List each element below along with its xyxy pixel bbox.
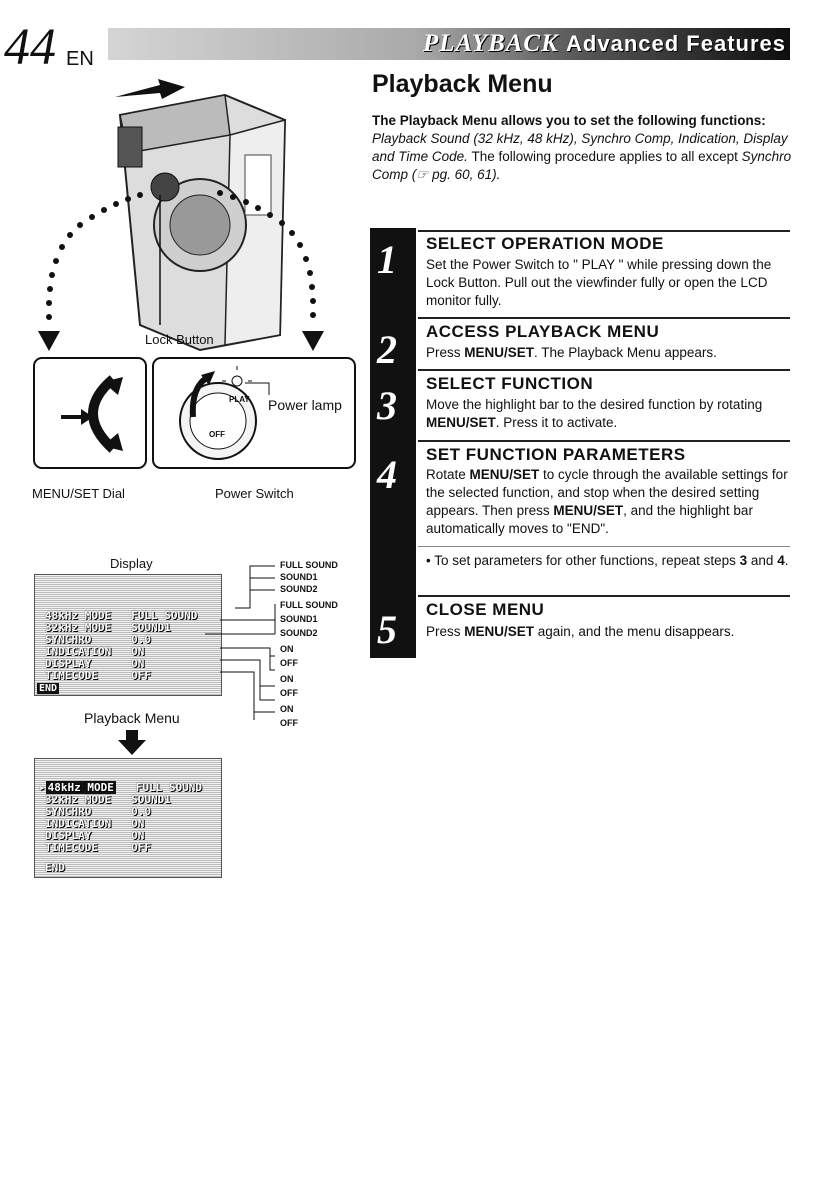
- switch-play-label: PLAY: [229, 395, 250, 404]
- step-4-note-3: 3: [739, 553, 748, 568]
- step-5-title: CLOSE MENU: [426, 600, 545, 619]
- intro-paragraph: [372, 112, 792, 184]
- menu-row-value: OFF: [131, 841, 151, 854]
- option-indication-off: OFF: [280, 658, 298, 668]
- step-5-key: MENU/SET: [464, 624, 535, 639]
- page-language: EN: [66, 48, 94, 70]
- step-4-title: SET FUNCTION PARAMETERS: [426, 445, 686, 464]
- step-4-number: 4: [377, 452, 397, 497]
- menu-row: ▸ 48kHz MODE FULL SOUND: [39, 781, 202, 794]
- dial-caption: MENU/SET Dial: [32, 486, 125, 501]
- option-display-on: ON: [280, 674, 294, 684]
- step-4-text-b: to cycle through the available settings for the selected function, and stop when the desired setting appears. Then press: [426, 467, 788, 518]
- step-4-note: [426, 552, 790, 570]
- intro-rest: The following procedure applies to all except: [471, 149, 738, 164]
- step-5-text-b: again, and the menu disappears.: [534, 624, 735, 639]
- step-2-text-b: . The Playback Menu appears.: [534, 345, 717, 360]
- controls-illustration: [33, 357, 357, 472]
- menu-caption: Playback Menu: [84, 710, 180, 726]
- slide-arrow-icon: [115, 79, 185, 99]
- menu-row-value: 0.0: [131, 805, 151, 818]
- option-48k-2: SOUND1: [280, 572, 318, 582]
- step-4-text-c: , and the highlight bar automatically moves to "END".: [426, 503, 753, 536]
- option-32k-1: FULL SOUND: [280, 600, 338, 610]
- step-5-number: 5: [377, 607, 397, 652]
- step-4-note-dot: .: [784, 553, 789, 568]
- menu-row-name: INDICATION: [45, 645, 112, 658]
- step-3-text-b: . Press it to activate.: [495, 415, 618, 430]
- switch-off-label: OFF: [209, 430, 225, 439]
- menu-row-name: SYNCHRO: [45, 805, 92, 818]
- menu-end-highlight: END: [39, 683, 58, 694]
- lock-button-icon: [151, 173, 179, 201]
- option-indication-on: ON: [280, 644, 294, 654]
- option-32k-3: SOUND2: [280, 628, 318, 638]
- step-1-text: Set the Power Switch to " PLAY " while pressing down the Lock Button. Pull out the viewfinder fully or open the LCD monitor fully.: [426, 257, 772, 308]
- step-1-title: SELECT OPERATION MODE: [426, 234, 664, 253]
- step-3-text: [426, 396, 790, 432]
- step-4-key: MENU/SET: [469, 467, 540, 482]
- menu-row-value: SOUND1: [131, 621, 171, 634]
- power-lamp-label: Power lamp: [268, 397, 342, 413]
- step-2-title: ACCESS PLAYBACK MENU: [426, 322, 660, 341]
- step-2-text-a: Press: [426, 345, 465, 360]
- option-timecode-off: OFF: [280, 718, 298, 728]
- playback-menu-screen-selected: [34, 758, 222, 878]
- step-4-key2: MENU/SET: [553, 503, 624, 518]
- step-4-note-rule: [418, 546, 790, 547]
- menu-row-name: SYNCHRO: [45, 633, 92, 646]
- menu-row-name: 32kHz MODE: [45, 793, 112, 806]
- switch-caption: Power Switch: [215, 486, 294, 501]
- intro-bold: The Playback Menu allows you to set the following functions:: [372, 113, 766, 128]
- menu-row-name: INDICATION: [45, 817, 112, 830]
- header-title-sub: Advanced Features: [566, 31, 786, 56]
- option-display-off: OFF: [280, 688, 298, 698]
- menu-row-name: TIMECODE: [45, 841, 98, 854]
- step-2-rule: [418, 317, 790, 319]
- step-4-text-a: Rotate: [426, 467, 470, 482]
- menu-row-value: ON: [131, 817, 145, 830]
- menu-row-name: 32kHz MODE: [45, 621, 112, 634]
- menu-row: [45, 841, 151, 854]
- menu-row-value: SOUND1: [131, 793, 171, 806]
- step-4-note-and: and: [747, 553, 778, 568]
- step-3-rule: [418, 369, 790, 371]
- menu-end-item: END: [45, 861, 65, 874]
- option-timecode-on: ON: [280, 704, 294, 714]
- menu-row-value: 0.0: [131, 633, 151, 646]
- step-2-text: [426, 344, 790, 362]
- step-1-number: 1: [377, 237, 397, 282]
- page-number: 44: [4, 19, 56, 76]
- step-4-text: [426, 466, 790, 538]
- lock-button-label: Lock Button: [145, 332, 214, 347]
- step-4-rule: [418, 440, 790, 442]
- header-title-main: PLAYBACK: [422, 30, 559, 57]
- menu-row-name: DISPLAY: [45, 829, 92, 842]
- dotted-arrow-left-icon: [38, 192, 143, 351]
- step-3-key: MENU/SET: [426, 415, 496, 430]
- down-arrow-icon: [116, 730, 148, 756]
- camcorder-illustration: [0, 75, 365, 365]
- step-1-rule: [418, 230, 790, 232]
- option-48k-1: FULL SOUND: [280, 560, 338, 570]
- step-2-key: MENU/SET: [464, 345, 535, 360]
- menu-row-value: OFF: [131, 669, 151, 682]
- option-32k-2: SOUND1: [280, 614, 318, 624]
- menu-row-value: ON: [131, 645, 145, 658]
- menu-row-name: 48kHz MODE: [45, 609, 112, 622]
- intro-functions: Playback Sound (32 kHz, 48 kHz), Synchro Comp, Indication, Display and Time Code.: [372, 131, 788, 164]
- step-5-text-a: Press: [426, 624, 465, 639]
- menu-row-value: ON: [131, 829, 145, 842]
- step-5-rule: [418, 595, 790, 597]
- step-2-number: 2: [377, 327, 397, 372]
- step-number-column: [370, 228, 416, 658]
- intro-except: Synchro Comp: [372, 149, 792, 182]
- menu-row-value: FULL SOUND: [131, 609, 198, 622]
- section-title: Playback Menu: [372, 70, 553, 98]
- menu-row-name: TIMECODE: [45, 669, 98, 682]
- menu-row: [45, 669, 151, 682]
- menu-row-value: FULL SOUND: [135, 781, 202, 794]
- step-3-text-a: Move the highlight bar to the desired function by rotating: [426, 397, 763, 412]
- menu-row-name-selected: 48kHz MODE: [47, 781, 114, 794]
- menu-row-name: DISPLAY: [45, 657, 92, 670]
- option-48k-3: SOUND2: [280, 584, 318, 594]
- step-5-text: [426, 623, 790, 641]
- step-3-title: SELECT FUNCTION: [426, 374, 594, 393]
- intro-ref: (☞ pg. 60, 61).: [411, 167, 501, 182]
- display-caption: Display: [110, 556, 153, 571]
- menu-row-value: ON: [131, 657, 145, 670]
- step-4-note-a: • To set parameters for other functions, repeat steps: [426, 553, 740, 568]
- option-connector-lines: [150, 560, 280, 720]
- header-title: [423, 30, 786, 58]
- step-4-note-4: 4: [777, 553, 785, 568]
- step-3-number: 3: [377, 383, 397, 428]
